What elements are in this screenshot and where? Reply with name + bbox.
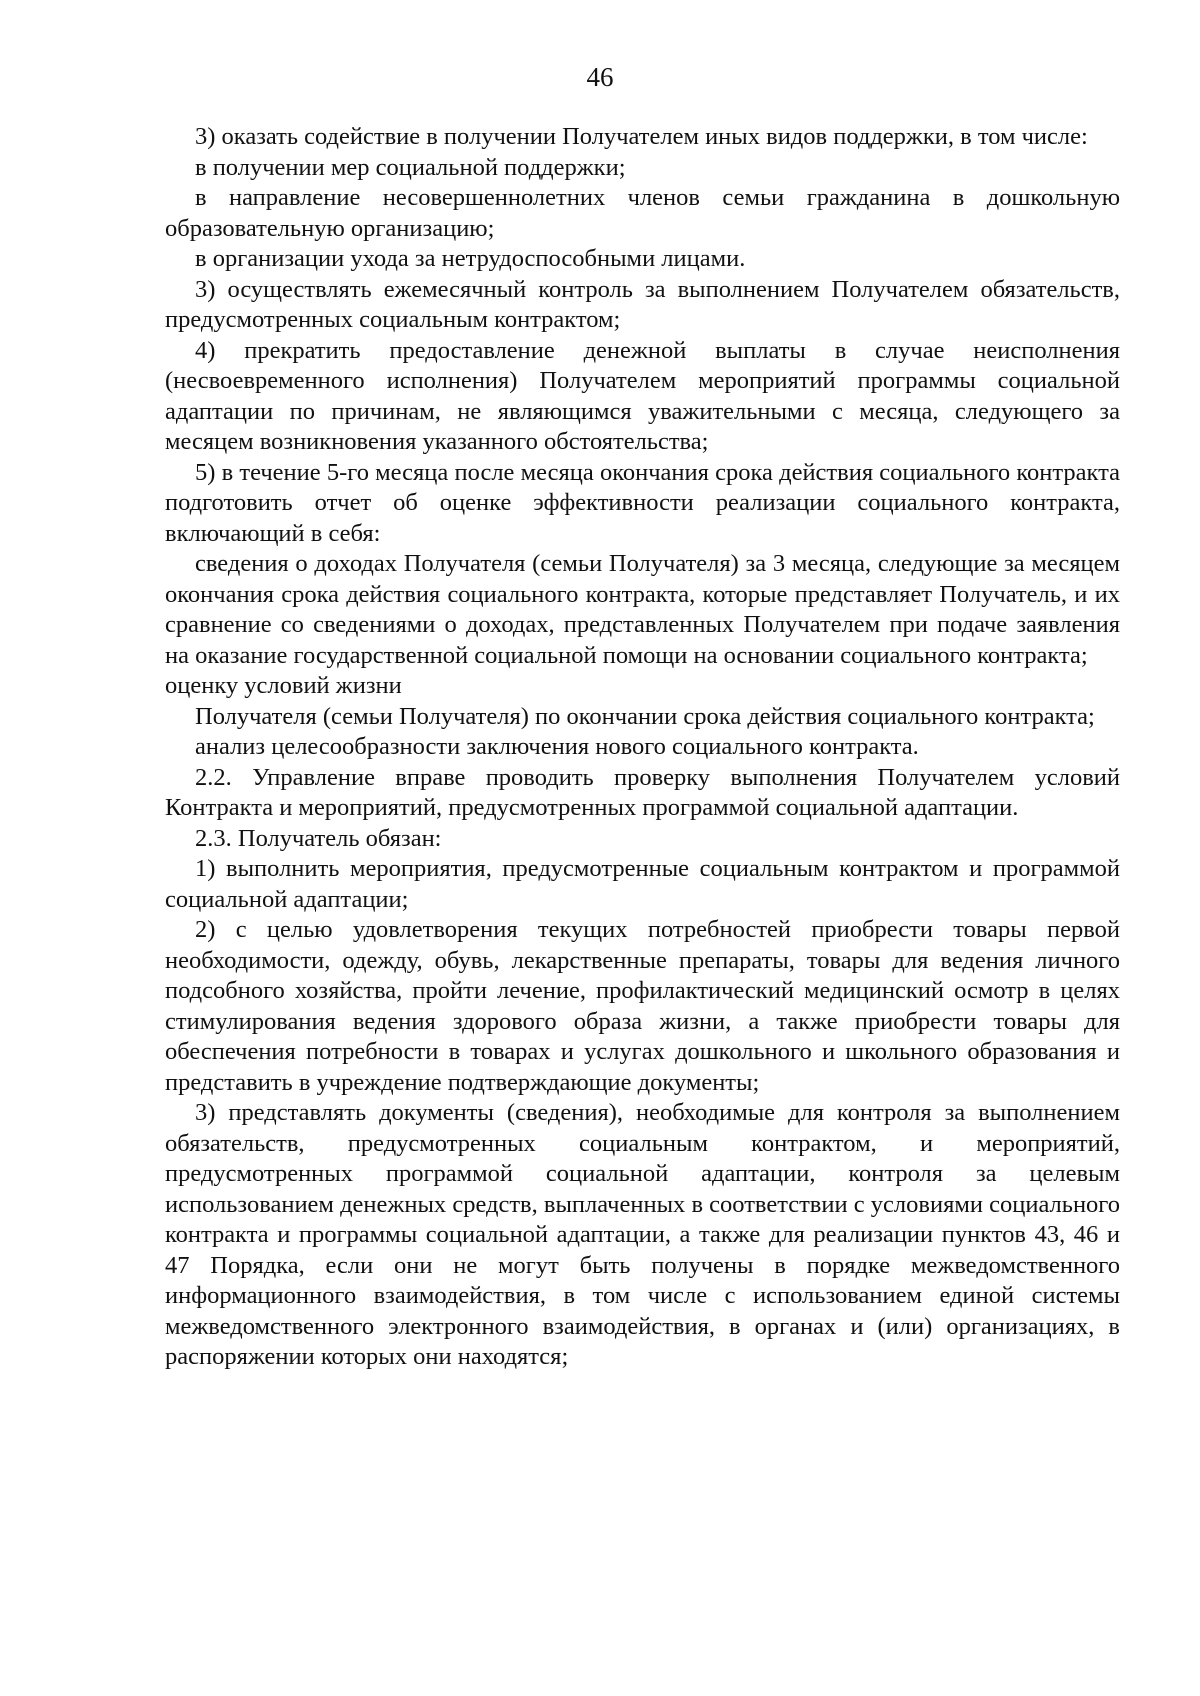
paragraph: в получении мер социальной поддержки; xyxy=(195,153,626,181)
paragraph: 5) в течение 5-го месяца после месяца окончания срока действия социального контракта подготовить отчет об оценке эффективности реализации социального контракта, включающий в себя: xyxy=(165,458,1120,547)
document-body xyxy=(165,122,1120,1373)
paragraph: 3) оказать содействие в получении Получателем иных видов поддержки, в том числе: xyxy=(195,123,1088,150)
paragraph: анализ целесообразности заключения нового социального контракта. xyxy=(195,733,919,760)
paragraph: 1) выполнить мероприятия, предусмотренные социальным контрактом и программой социальной адаптации; xyxy=(165,855,1120,913)
paragraph: 3) представлять документы (сведения), необходимые для контроля за выполнением обязательств, предусмотренных социальным контрактом, и мероприятий, предусмотренных программой социальной адаптации, контроля за целевым использованием денежных средств, выплаченных в соответствии с условиями социального контракта и программы социальной адаптации, а также для реализации пунктов 43, 46 и 47 Порядка, если они не могут быть получены в порядке межведомственного информационного взаимодействия, в том числе с использованием единой системы межведомственного электронного взаимодействия, в органах и (или) организациях, в распоряжении которых они находятся; xyxy=(165,1099,1120,1370)
paragraph: Получателя (семьи Получателя) по окончании срока действия социального контракта; xyxy=(195,702,1095,730)
paragraph: оценку условий жизни xyxy=(165,672,402,699)
paragraph: 2.3. Получатель обязан: xyxy=(195,824,442,852)
paragraph: 2.2. Управление вправе проводить проверку выполнения Получателем условий Контракта и мероприятий, предусмотренных программой социальной адаптации. xyxy=(165,763,1120,821)
paragraph: 3) осуществлять ежемесячный контроль за выполнением Получателем обязательств, предусмотренных социальным контрактом; xyxy=(165,275,1120,333)
paragraph: сведения о доходах Получателя (семьи Получателя) за 3 месяца, следующие за месяцем окончания срока действия социального контракта, которые представляет Получатель, и их сравнение со сведениями о доходах, представленных Получателем при подаче заявления на оказание государственной социальной помощи на основании социального контракта; xyxy=(165,550,1120,669)
paragraph: 4) прекратить предоставление денежной выплаты в случае неисполнения (несвоевременного исполнения) Получателем мероприятий программы социальной адаптации по причинам, не являющимся уважительными с месяца, следующего за месяцем возникновения указанного обстоятельства; xyxy=(165,336,1120,455)
paragraph: в организации ухода за нетрудоспособными лицами. xyxy=(195,245,746,272)
page-number: 46 xyxy=(586,62,614,92)
paragraph: 2) с целью удовлетворения текущих потребностей приобрести товары первой необходимости, одежду, обувь, лекарственные препараты, товары для ведения личного подсобного хозяйства, пройти лечение, профилактический медицинский осмотр в целях стимулирования ведения здорового образа жизни, а также приобрести товары для обеспечения потребности в товарах и услугах дошкольного и школьного образования и представить в учреждение подтверждающие документы; xyxy=(165,916,1120,1096)
paragraph: в направление несовершеннолетних членов семьи гражданина в дошкольную образовательную организацию; xyxy=(165,184,1120,242)
